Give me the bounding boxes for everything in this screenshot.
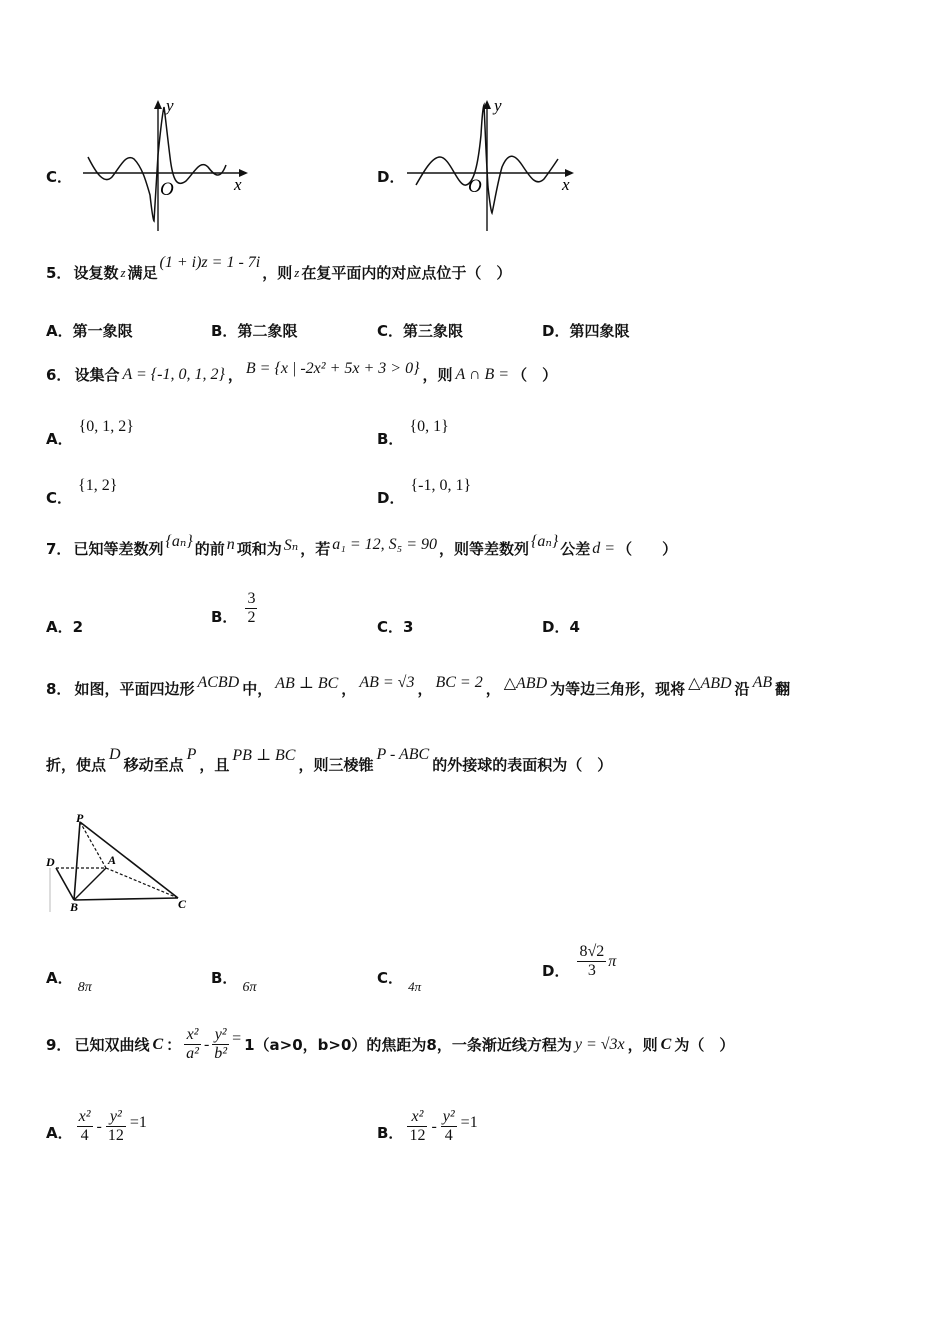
q8-option-b-label: B． xyxy=(211,969,238,987)
q6-set-a: A = {-1, 0, 1, 2} xyxy=(122,365,225,383)
q5-stem xyxy=(46,253,512,283)
q6-option-d-text: {-1, 0, 1} xyxy=(410,477,472,494)
q6-option-a-text: {0, 1, 2} xyxy=(78,418,134,435)
q8-label-c: C xyxy=(178,897,187,911)
q6-option-b-label: B． xyxy=(377,430,404,448)
q7-text-3: 项和为 xyxy=(236,540,282,558)
q8-number: 8． xyxy=(46,680,72,698)
q5-option-d-label: D． xyxy=(542,322,570,340)
q8-option-d xyxy=(542,942,616,981)
q5-option-c xyxy=(377,320,463,341)
q7-text-5: ，则等差数列 xyxy=(438,540,529,558)
q5-option-a xyxy=(46,320,133,341)
q7-option-c xyxy=(377,616,413,637)
q8-perp-1: AB ⊥ BC xyxy=(275,674,339,692)
q8-stem-line-1 xyxy=(46,673,791,699)
q9-fraction-2-num: y² xyxy=(214,1026,227,1043)
q8-edge-ac xyxy=(106,868,178,898)
q9-equals: = xyxy=(232,1029,242,1047)
q8-label-d: D xyxy=(46,855,55,869)
q8-label-a: A xyxy=(108,853,117,867)
q7-sequence: {aₙ} xyxy=(165,532,193,550)
q9-option-b-fraction-2 xyxy=(441,1108,457,1146)
q5-option-c-text: 第三象限 xyxy=(403,322,464,340)
q9-option-a-num-1: x² xyxy=(78,1108,91,1125)
q8-comma-1: ， xyxy=(341,680,357,698)
q9-fraction-2-den: b² xyxy=(214,1045,228,1063)
q4-option-c-label: C． xyxy=(46,168,73,186)
q9-text-1: 已知双曲线 xyxy=(74,1036,150,1055)
q6-number: 6． xyxy=(46,366,72,384)
q8-option-d-numerator: 8√2 xyxy=(579,942,605,960)
q9-text-4: 为（ ） xyxy=(674,1036,735,1055)
q8-label-b: B xyxy=(70,900,79,914)
q8-text-5: 翻 xyxy=(775,680,791,698)
q8-option-a-text: 8π xyxy=(77,980,92,995)
q7-text-6: 公差 xyxy=(560,540,591,558)
q5-option-a-text: 第一象限 xyxy=(72,322,133,340)
q8-comma-2: ， xyxy=(417,680,433,698)
q5-option-c-label: C． xyxy=(377,322,404,340)
q8-line2-text-2: 移动至点 xyxy=(123,756,184,774)
q6-text-3: （ ） xyxy=(512,366,558,384)
q5-option-b-label: B． xyxy=(211,322,238,340)
q8-line2-text-5: 的外接球的表面积为（ ） xyxy=(432,756,613,774)
q6-text-1: 设集合 xyxy=(74,366,120,384)
q8-point-p: P xyxy=(186,745,197,763)
q5-text-1: 设复数 xyxy=(73,264,119,282)
q8-option-d-denominator: 3 xyxy=(587,962,596,979)
q8-text-4: 沿 xyxy=(734,680,750,698)
q7-option-a-text: 2 xyxy=(72,618,84,636)
q8-triangle-2: △ABD xyxy=(688,674,732,692)
q8-option-a xyxy=(46,967,92,995)
q9-stem xyxy=(46,1026,734,1064)
q6-option-b-text: {0, 1} xyxy=(409,418,449,435)
q8-line2-text-4: ，则三棱锥 xyxy=(298,756,374,774)
q9-text-2: 1（a>0，b>0）的焦距为8，一条渐近线方程为 xyxy=(244,1036,572,1055)
q5-option-a-label: A． xyxy=(46,322,73,340)
q4-graph-d xyxy=(402,95,582,235)
q5-text-2: 满足 xyxy=(127,264,158,282)
q8-line2-text-1: 折，使点 xyxy=(46,756,107,774)
q6-option-b xyxy=(377,418,449,449)
q8-option-d-label: D． xyxy=(542,962,570,980)
q8-option-d-pi: π xyxy=(608,952,617,970)
q9-number: 9． xyxy=(46,1036,72,1055)
q7-option-b-denominator: 2 xyxy=(247,609,256,627)
q9-option-b-den-1: 12 xyxy=(409,1127,426,1145)
q9-option-b-label: B． xyxy=(377,1124,404,1143)
q5-option-b-text: 第二象限 xyxy=(237,322,298,340)
q7-var-sn: Sₙ xyxy=(283,536,299,554)
q5-option-b xyxy=(211,320,297,341)
q4-c-origin: O xyxy=(160,179,174,200)
q8-edge-pc xyxy=(80,822,178,898)
q4-graph-c xyxy=(78,95,253,235)
q8-edge-db xyxy=(56,868,74,900)
q7-option-b-numerator: 3 xyxy=(247,590,256,607)
q6-option-a-label: A． xyxy=(46,430,73,448)
q5-text-3: ，则 xyxy=(262,264,293,282)
q9-option-b xyxy=(377,1108,478,1146)
q7-text-2: 的前 xyxy=(194,540,225,558)
q9-fraction-1-num: x² xyxy=(186,1026,199,1043)
q6-option-c-text: {1, 2} xyxy=(78,477,118,494)
q8-option-c-text: 4π xyxy=(408,979,422,994)
q9-option-a-rhs: =1 xyxy=(129,1113,147,1131)
q9-option-b-rhs: =1 xyxy=(460,1113,478,1131)
q8-edge-pa xyxy=(80,822,106,868)
q7-option-b xyxy=(211,590,257,628)
q9-fraction-1-den: a² xyxy=(186,1045,199,1063)
q6-stem xyxy=(46,359,558,385)
q9-option-b-num-2: y² xyxy=(442,1108,455,1125)
q6-expression: A ∩ B = xyxy=(455,365,510,383)
q8-bc-length: BC = 2 xyxy=(435,673,483,691)
q7-condition: a₁ = 12, S₅ = 90 xyxy=(332,535,437,553)
q7-option-b-label: B． xyxy=(211,608,238,627)
q9-option-a-fraction-2 xyxy=(106,1108,126,1146)
q9-option-b-minus: - xyxy=(431,1117,437,1135)
q8-ab-length: AB = √3 xyxy=(359,673,415,691)
q8-pyramid: P - ABC xyxy=(376,745,430,763)
q7-number: 7． xyxy=(46,540,72,558)
q8-option-c-label: C． xyxy=(377,969,404,987)
q6-option-d xyxy=(377,477,471,508)
q5-option-d xyxy=(542,320,629,341)
q8-option-a-label: A． xyxy=(46,969,73,987)
q7-sequence-2: {aₙ} xyxy=(531,532,559,550)
q8-label-p: P xyxy=(76,812,84,825)
q7-stem xyxy=(46,532,678,559)
q9-var-c: C xyxy=(152,1035,164,1053)
q7-option-a xyxy=(46,616,83,637)
q6-option-a xyxy=(46,418,134,449)
q9-option-a-den-1: 4 xyxy=(80,1127,89,1145)
q7-option-d-label: D． xyxy=(542,618,570,636)
q8-figure xyxy=(44,812,194,914)
q8-option-b xyxy=(211,967,257,995)
q8-ab-2: AB xyxy=(752,673,773,691)
q8-edge-ab xyxy=(74,868,106,900)
q9-minus: - xyxy=(203,1035,210,1053)
q7-option-a-label: A． xyxy=(46,618,73,636)
q9-fraction-2 xyxy=(212,1026,229,1064)
q4-d-origin: O xyxy=(468,176,482,197)
q8-comma-3: ， xyxy=(485,680,501,698)
q7-option-c-label: C． xyxy=(377,618,404,636)
q9-option-a-label: A． xyxy=(46,1124,73,1143)
q7-var-n: n xyxy=(226,535,235,553)
q9-option-a-minus: - xyxy=(96,1117,102,1135)
q9-option-b-num-1: x² xyxy=(411,1108,424,1125)
q9-option-b-fraction-1 xyxy=(407,1108,427,1146)
q9-asymptote: y = √3x xyxy=(574,1035,625,1053)
q6-set-b: B = {x | -2x² + 5x + 3 > 0} xyxy=(245,359,420,377)
q6-option-c-label: C． xyxy=(46,489,73,507)
q7-var-d: d = xyxy=(592,539,616,557)
q9-option-a-num-2: y² xyxy=(109,1108,122,1125)
q8-text-3: 为等边三角形，现将 xyxy=(550,680,686,698)
q5-option-d-text: 第四象限 xyxy=(569,322,630,340)
q9-option-b-den-2: 4 xyxy=(444,1127,453,1145)
q9-option-a-den-2: 12 xyxy=(107,1127,124,1145)
q4-c-y-label: y xyxy=(166,96,174,115)
q4-c-curve xyxy=(88,107,226,221)
q5-var-z-2: z xyxy=(294,264,300,280)
q6-option-c xyxy=(46,477,117,508)
q8-point-d: D xyxy=(109,745,121,763)
q9-text-3: ，则 xyxy=(627,1036,658,1055)
q7-text-1: 已知等差数列 xyxy=(73,540,164,558)
q8-stem-line-2 xyxy=(46,745,613,775)
q8-line2-text-3: ，且 xyxy=(199,756,230,774)
q7-option-d xyxy=(542,616,580,637)
q8-text-1: 如图，平面四边形 xyxy=(74,680,195,698)
q8-edge-pb xyxy=(74,822,80,900)
q7-text-4: ，若 xyxy=(300,540,331,558)
q5-text-4: 在复平面内的对应点位于（ ） xyxy=(301,264,512,282)
q5-number: 5． xyxy=(46,264,72,282)
q4-c-x-label: x xyxy=(234,175,242,194)
q4-d-x-label: x xyxy=(562,175,570,194)
q5-var-z: z xyxy=(120,264,126,280)
q9-option-a xyxy=(46,1108,147,1146)
q4-option-d-label: D． xyxy=(377,168,405,186)
q4-c-y-arrow xyxy=(154,100,162,109)
q9-fraction-1 xyxy=(184,1026,201,1064)
q8-edge-bc xyxy=(74,898,178,900)
q9-colon: ： xyxy=(166,1036,182,1055)
q8-triangle: △ABD xyxy=(503,674,548,692)
q8-option-c xyxy=(377,967,422,994)
q8-text-2: 中， xyxy=(242,680,273,698)
q7-text-7: （ ） xyxy=(617,540,678,558)
q6-comma: ， xyxy=(227,366,243,384)
q8-option-b-text: 6π xyxy=(242,980,257,995)
q8-perp-2: PB ⊥ BC xyxy=(232,746,296,764)
q9-option-a-fraction-1 xyxy=(77,1108,93,1146)
q6-option-d-label: D． xyxy=(377,489,405,507)
q7-option-b-fraction xyxy=(245,590,257,628)
q5-equation: (1 + i)z = 1 - 7i xyxy=(159,253,261,271)
q8-option-d-fraction xyxy=(577,943,606,981)
q8-quad: ACBD xyxy=(197,673,240,691)
q7-option-d-text: 4 xyxy=(569,618,580,636)
q6-text-2: ，则 xyxy=(422,366,453,384)
q9-var-c-2: C xyxy=(660,1035,672,1053)
q4-d-y-label: y xyxy=(494,96,502,115)
q7-option-c-text: 3 xyxy=(403,618,414,636)
